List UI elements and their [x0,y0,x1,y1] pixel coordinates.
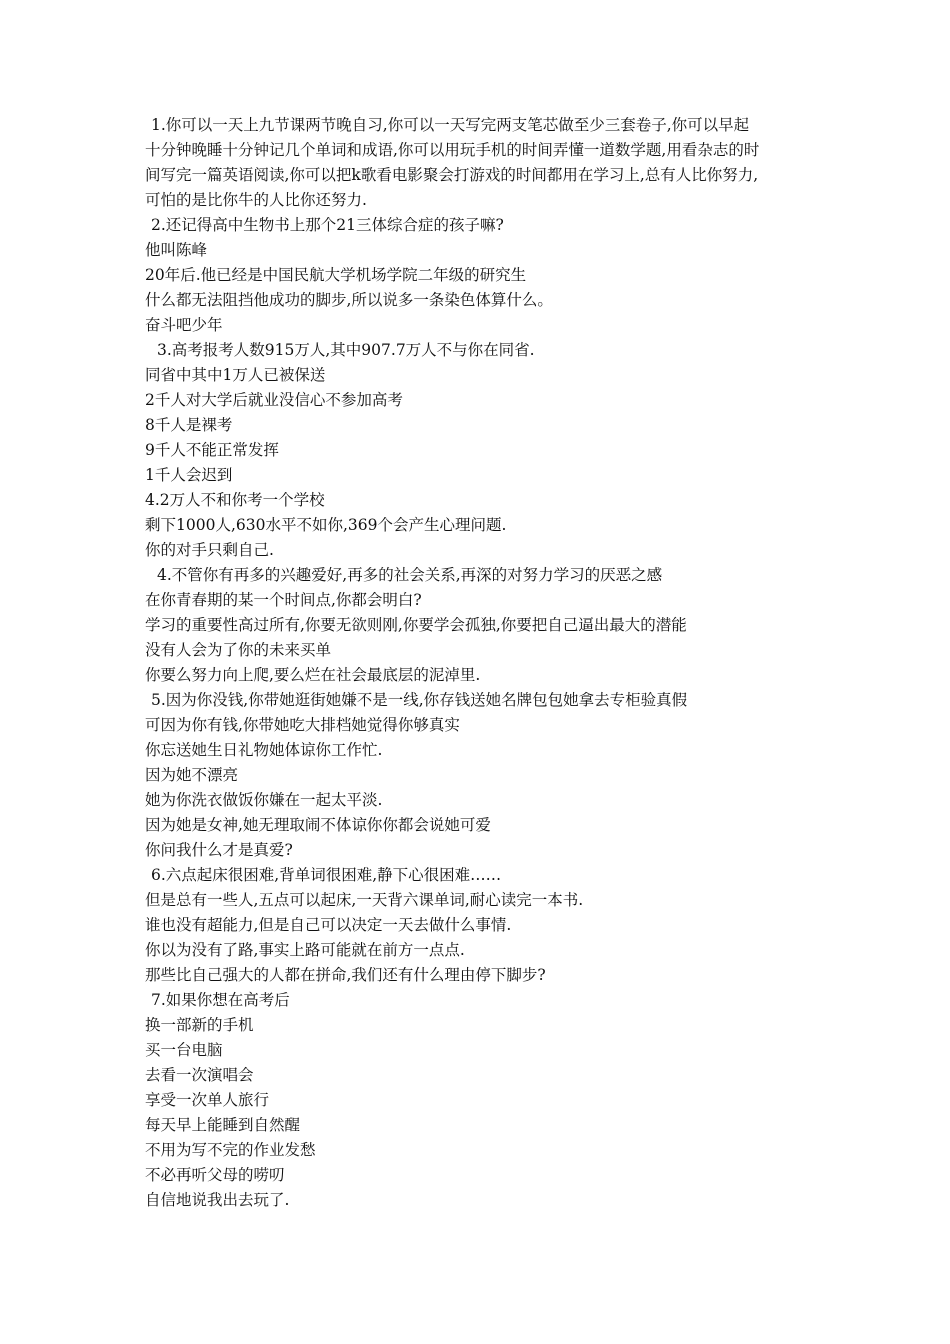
paragraph-2-line-3: 20年后.他已经是中国民航大学机场学院二年级的研究生 [145,266,527,284]
article-body [145,113,825,1213]
paragraph-3-line-1: 3.高考报考人数915万人,其中907.7万人不与你在同省. [157,341,535,359]
paragraph-1-line-4: 可怕的是比你牛的人比你还努力. [145,191,367,209]
paragraph-6-line-4: 你以为没有了路,事实上路可能就在前方一点点. [145,941,465,959]
paragraph-7-line-9: 自信地说我出去玩了. [145,1191,290,1209]
paragraph-1-line-3: 间写完一篇英语阅读,你可以把k歌看电影聚会打游戏的时间都用在学习上,总有人比你努力, [145,166,759,184]
paragraph-7-line-5: 享受一次单人旅行 [145,1091,270,1109]
paragraph-7-line-4: 去看一次演唱会 [145,1066,254,1084]
paragraph-3-line-9: 你的对手只剩自己. [145,541,274,559]
paragraph-6-line-1: 6.六点起床很困难,背单词很困难,静下心很困难…… [151,866,502,884]
paragraph-5-line-3: 你忘送她生日礼物她体谅你工作忙. [145,741,383,759]
paragraph-4-line-2: 在你青春期的某一个时间点,你都会明白? [145,591,422,609]
paragraph-5-line-1: 5.因为你没钱,你带她逛街她嫌不是一线,你存钱送她名牌包包她拿去专柜验真假 [151,691,688,709]
paragraph-5-line-2: 可因为你有钱,你带她吃大排档她觉得你够真实 [145,716,460,734]
paragraph-6-line-5: 那些比自己强大的人都在拼命,我们还有什么理由停下脚步? [145,966,546,984]
paragraph-5-line-5: 她为你洗衣做饭你嫌在一起太平淡. [145,791,383,809]
paragraph-3-line-7: 4.2万人不和你考一个学校 [145,491,325,509]
paragraph-3-line-2: 同省中其中1万人已被保送 [145,366,326,384]
paragraph-7-line-7: 不用为写不完的作业发愁 [145,1141,316,1159]
paragraph-3-line-6: 1千人会迟到 [145,466,233,484]
paragraph-4-line-3: 学习的重要性高过所有,你要无欲则刚,你要学会孤独,你要把自己逼出最大的潜能 [145,616,687,634]
paragraph-7-line-3: 买一台电脑 [145,1041,223,1059]
paragraph-3-line-5: 9千人不能正常发挥 [145,441,279,459]
paragraph-2-line-5: 奋斗吧少年 [145,316,223,334]
paragraph-1-line-2: 十分钟晚睡十分钟记几个单词和成语,你可以用玩手机的时间弄懂一道数学题,用看杂志的时 [145,141,760,159]
paragraph-2-line-4: 什么都无法阻挡他成功的脚步,所以说多一条染色体算什么。 [145,291,553,309]
paragraph-3-line-3: 2千人对大学后就业没信心不参加高考 [145,391,403,409]
paragraph-6-line-3: 谁也没有超能力,但是自己可以决定一天去做什么事情. [145,916,512,934]
paragraph-4-line-1: 4.不管你有再多的兴趣爱好,再多的社会关系,再深的对努力学习的厌恶之感 [157,566,663,584]
paragraph-1-line-1: 1.你可以一天上九节课两节晚自习,你可以一天写完两支笔芯做至少三套卷子,你可以早起 [151,116,750,134]
paragraph-4-line-4: 没有人会为了你的未来买单 [145,641,332,659]
paragraph-5-line-6: 因为她是女神,她无理取闹不体谅你你都会说她可爱 [145,816,491,834]
paragraph-7-line-8: 不必再听父母的唠叨 [145,1166,285,1184]
paragraph-2-line-2: 他叫陈峰 [145,241,208,259]
paragraph-7-line-1: 7.如果你想在高考后 [151,991,290,1009]
paragraph-3-line-8: 剩下1000人,630水平不如你,369个会产生心理问题. [145,516,507,534]
paragraph-7-line-2: 换一部新的手机 [145,1016,254,1034]
paragraph-3-line-4: 8千人是裸考 [145,416,233,434]
paragraph-5-line-7: 你问我什么才是真爱? [145,841,293,859]
paragraph-7-line-6: 每天早上能睡到自然醒 [145,1116,301,1134]
paragraph-5-line-4: 因为她不漂亮 [145,766,239,784]
paragraph-6-line-2: 但是总有一些人,五点可以起床,一天背六课单词,耐心读完一本书. [145,891,584,909]
paragraph-4-line-5: 你要么努力向上爬,要么烂在社会最底层的泥淖里. [145,666,481,684]
paragraph-2-line-1: 2.还记得高中生物书上那个21三体综合症的孩子嘛? [151,216,504,234]
